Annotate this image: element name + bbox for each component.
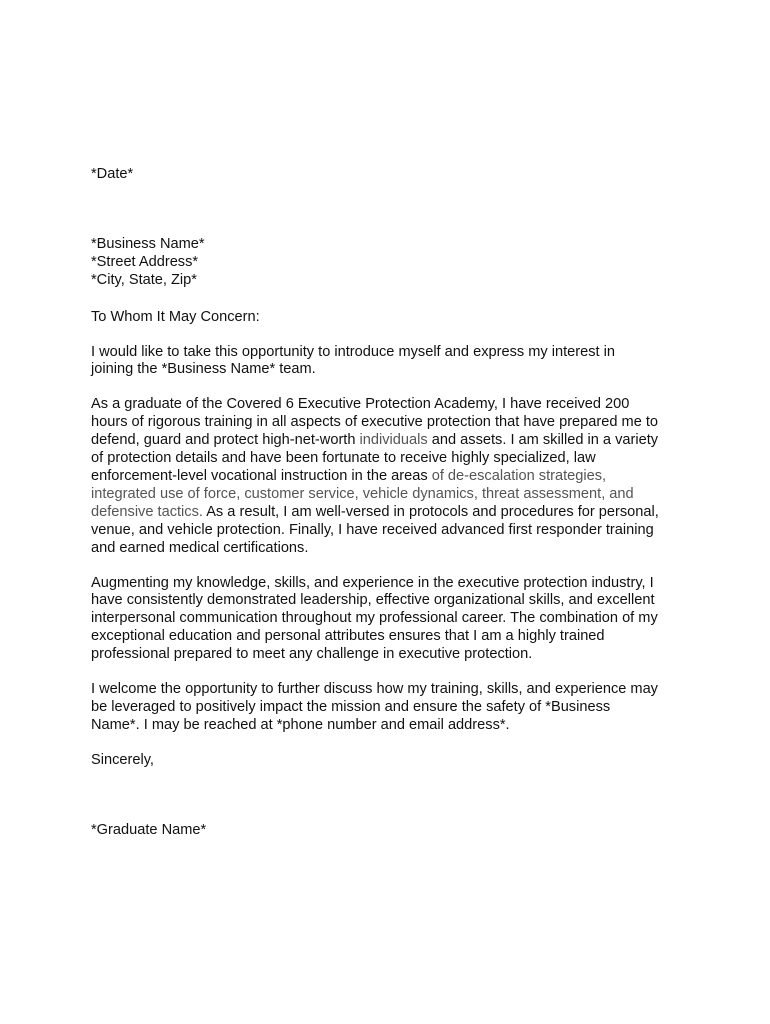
- paragraph-line: and earned medical certifications.: [91, 539, 309, 556]
- closing: [91, 752, 691, 770]
- paragraph-line: I would like to take this opportunity to introduce myself and express my interest in: [91, 343, 616, 360]
- date-text: *Date*: [91, 166, 134, 182]
- cover-letter: [91, 166, 691, 840]
- paragraph-line: exceptional education and personal attributes ensures that I am a highly trained: [91, 628, 605, 645]
- paragraph-line: I welcome the opportunity to further discuss how my training, skills, and experience may: [91, 681, 658, 698]
- paragraph-line: professional prepared to meet any challenge in executive protection.: [91, 646, 533, 663]
- paragraph-training: [91, 396, 691, 557]
- paragraph-line: [91, 468, 691, 486]
- paragraph-line: Augmenting my knowledge, skills, and experience in the executive protection industry, I: [91, 574, 654, 591]
- text-segment-gray: defensive tactics.: [91, 503, 203, 520]
- paragraph-line: [91, 432, 691, 450]
- recipient-city-state-zip: *City, State, Zip*: [91, 271, 197, 288]
- text-segment: defend, guard and protect high-net-worth: [91, 432, 360, 449]
- paragraph-line: integrated use of force, customer service, vehicle dynamics, threat assessment, and: [91, 485, 634, 502]
- salutation-text: To Whom It May Concern:: [91, 308, 260, 325]
- paragraph-introduction: [91, 344, 691, 380]
- paragraph-line: hours of rigorous training in all aspects of executive protection that have prepared me to: [91, 414, 659, 431]
- paragraph-line: joining the *Business Name* team.: [91, 361, 316, 378]
- text-segment: As a result, I am well-versed in protocols and procedures for personal,: [202, 503, 659, 520]
- signature-name: *Graduate Name*: [91, 821, 207, 838]
- paragraph-line: As a graduate of the Covered 6 Executive Protection Academy, I have received 200: [91, 396, 630, 413]
- paragraph-line: have consistently demonstrated leadership, effective organizational skills, and excellent: [91, 592, 655, 609]
- signature: [91, 822, 691, 840]
- text-segment-gray: individuals: [359, 432, 428, 449]
- text-segment-gray: of de-escalation strategies,: [431, 467, 607, 484]
- paragraph-line: of protection details and have been fortunate to receive highly specialized, law: [91, 450, 596, 467]
- paragraph-experience: [91, 575, 691, 665]
- paragraph-line: interpersonal communication throughout my professional career. The combination of my: [91, 610, 658, 627]
- paragraph-line: [91, 504, 691, 522]
- recipient-street-address: *Street Address*: [91, 253, 199, 270]
- letter-date: [91, 166, 691, 184]
- closing-text: Sincerely,: [91, 751, 154, 768]
- text-segment: and assets. I am skilled in a variety: [427, 432, 659, 449]
- salutation: [91, 309, 691, 327]
- paragraph-contact: [91, 681, 691, 735]
- paragraph-line: venue, and vehicle protection. Finally, I have received advanced first responder training: [91, 521, 654, 538]
- paragraph-line: Name*. I may be reached at *phone number and email address*.: [91, 716, 510, 733]
- recipient-business-name: *Business Name*: [91, 235, 205, 252]
- paragraph-line: be leveraged to positively impact the mission and ensure the safety of *Business: [91, 698, 611, 715]
- recipient-address: [91, 236, 691, 290]
- text-segment: enforcement-level vocational instruction in the areas: [91, 467, 432, 484]
